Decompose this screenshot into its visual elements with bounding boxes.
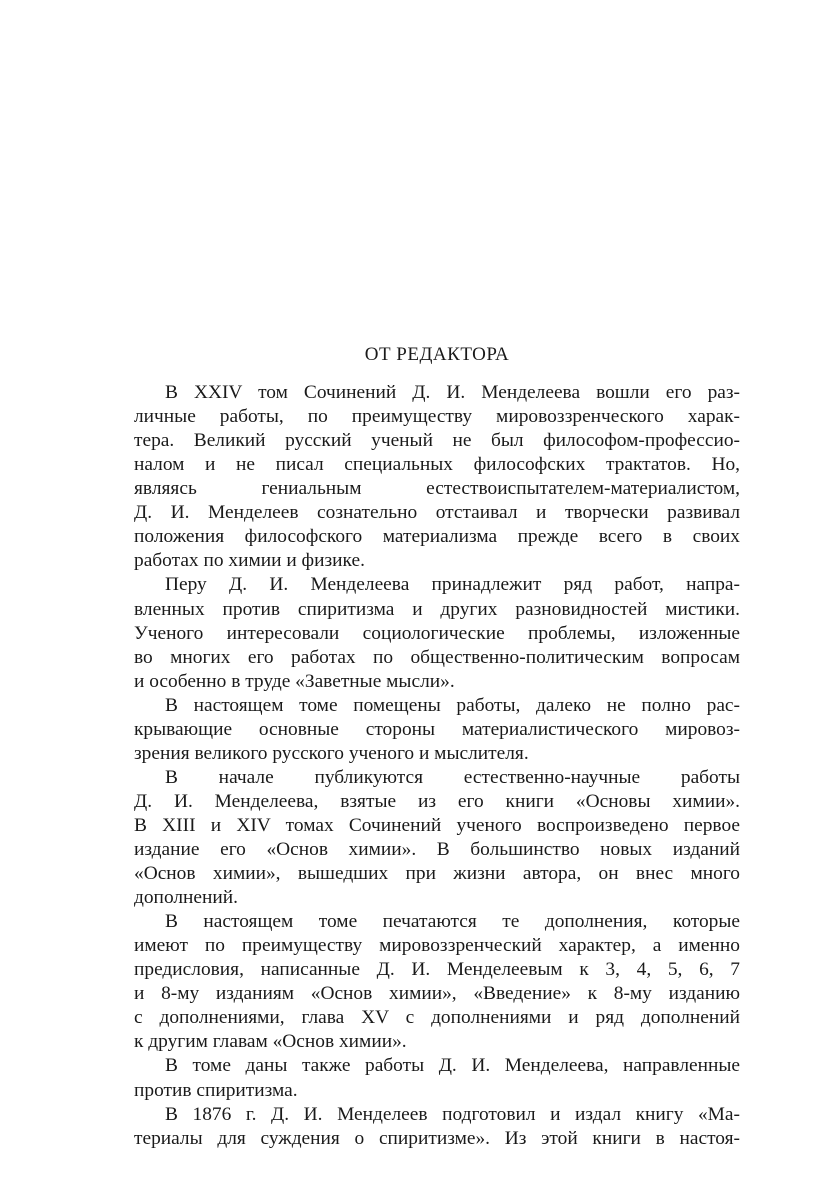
- text-line: положения философского материализма прежде всего в своих: [134, 526, 740, 548]
- text-line: В XIII и XIV томах Сочинений ученого воспроизведено первое: [134, 814, 740, 836]
- text-line: В начале публикуются естественно-научные работы: [165, 766, 740, 788]
- text-line: личные работы, по преимуществу мировоззренческого харак-: [134, 406, 740, 428]
- text-line: против спиритизма.: [134, 1079, 298, 1101]
- text-line: вленных против спиритизма и других разновидностей мистики.: [134, 598, 740, 620]
- text-line: териалы для суждения о спиритизме». Из этой книги в настоя-: [134, 1127, 740, 1149]
- text-line: имеют по преимуществу мировоззренческий характер, а именно: [134, 935, 740, 957]
- text-line: и 8-му изданиям «Основ химии», «Введение» к 8-му изданию: [134, 983, 740, 1005]
- text-line: с дополнениями, глава XV с дополнениями и ряд дополнений: [134, 1007, 740, 1029]
- text-line: В XXIV том Сочинений Д. И. Менделеева вошли его раз-: [165, 382, 740, 403]
- text-line: Д. И. Менделеева, взятые из его книги «Основы химии».: [134, 790, 740, 812]
- text-line: крывающие основные стороны материалистического мировоз-: [134, 718, 740, 740]
- page-title: ОТ РЕДАКТОРА: [364, 344, 510, 365]
- text-line: В настоящем томе печатаются те дополнения, которые: [165, 911, 740, 933]
- text-line: В томе даны также работы Д. И. Менделеева, направленные: [165, 1055, 740, 1077]
- text-line: тера. Великий русский ученый не был философом-профессио-: [134, 430, 740, 452]
- text-line: Перу Д. И. Менделеева принадлежит ряд работ, напра-: [165, 574, 740, 596]
- text-line: являясь гениальным естествоиспытателем-материалистом,: [134, 478, 740, 500]
- text-line: «Основ химии», вышедших при жизни автора, он внес много: [134, 863, 740, 884]
- text-line: Д. И. Менделеев сознательно отстаивал и творчески развивал: [134, 502, 740, 524]
- text-line: работах по химии и физике.: [134, 550, 365, 572]
- text-line: Ученого интересовали социологические проблемы, изложенные: [134, 622, 740, 644]
- text-line: во многих его работах по общественно-политическим вопросам: [134, 646, 740, 668]
- text-line: налом и не писал специальных философских трактатов. Но,: [134, 454, 740, 476]
- text-line: издание его «Основ химии». В большинство новых изданий: [134, 839, 740, 860]
- text-line: В 1876 г. Д. И. Менделеев подготовил и издал книгу «Ма-: [165, 1103, 740, 1125]
- text-line: В настоящем томе помещены работы, далеко не полно рас-: [165, 694, 740, 716]
- text-line: и особенно в труде «Заветные мысли».: [134, 670, 455, 692]
- text-line: дополнений.: [134, 887, 239, 908]
- text-line: зрения великого русского ученого и мыслителя.: [134, 742, 529, 764]
- text-line: предисловия, написанные Д. И. Менделеевым к 3, 4, 5, 6, 7: [134, 959, 740, 981]
- text-line: к другим главам «Основ химии».: [134, 1031, 407, 1053]
